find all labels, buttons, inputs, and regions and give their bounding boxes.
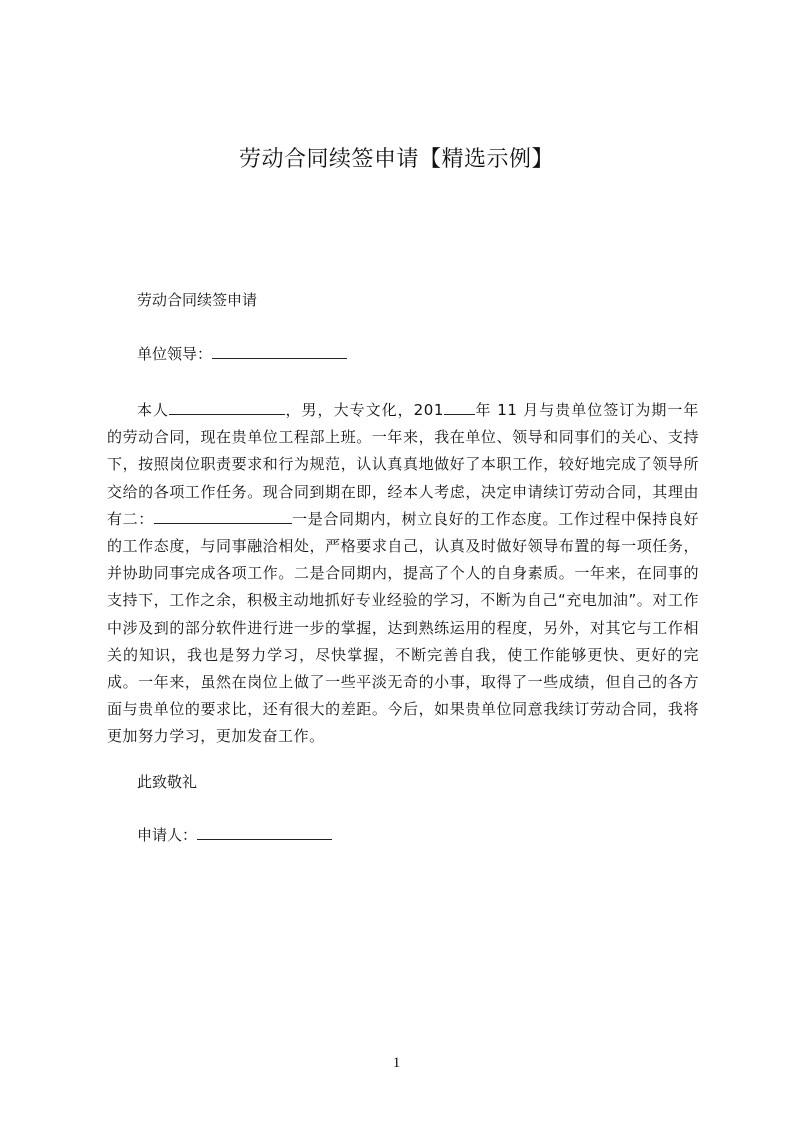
name-blank — [169, 400, 285, 415]
body-text-1: 本人 — [137, 401, 170, 419]
body-text-3: 年 11 月与贵单位签订为期一年的劳动合同，现在贵单位工程部上班。一年来，我在单位、领导和同事们的关心、支持下，按照岗位职责要求和行为规范，认认真真地做好了本职工作，较好地完成了领导所交给的各项工作任务。现合同到期在即，经本人考虑，决定申请续订劳动合同，其理由有二： — [107, 401, 699, 528]
body-paragraph — [107, 397, 699, 751]
applicant-label: 申请人： — [137, 826, 198, 844]
body-text-2: ，男，大专文化，201 — [285, 401, 444, 419]
applicant-name-blank — [197, 825, 332, 840]
salutation-line — [137, 344, 347, 364]
page-number: 1 — [392, 1055, 401, 1071]
closing-line: 此致敬礼 — [137, 773, 198, 791]
year-blank — [444, 400, 475, 415]
applicant-line — [137, 825, 332, 845]
body-text-4: 一是合同期内，树立良好的工作态度。工作过程中保持良好的工作态度，与同事融洽相处，严格要求自己，认真及时做好领导布置的每一项任务，并协助同事完成各项工作。二是合同期内，提高了个人的自身素质。一年来，在同事的支持下，工作之余，积极主动地抓好专业经验的学习，不断为自己“充电加油”。对工作中涉及到的部分软件进行进一步的掌握，达到熟练运用的程度，另外，对其它与工作相关的知识，我也是努力学习，尽快掌握，不断完善自我，使工作能够更快、更好的完成。一年来，虽然在岗位上做了一些平淡无奇的小事，取得了一些成绩，但自己的各方面与贵单位的要求比，还有很大的差距。今后，如果贵单位同意我续订劳动合同，我将更加努力学习，更加发奋工作。 — [107, 509, 699, 746]
reason-blank — [154, 509, 292, 524]
document-title: 劳动合同续签申请【精选示例】 — [238, 147, 554, 172]
document-heading: 劳动合同续签申请 — [137, 291, 258, 309]
leader-name-blank — [212, 344, 347, 359]
salutation-label: 单位领导： — [137, 345, 213, 363]
